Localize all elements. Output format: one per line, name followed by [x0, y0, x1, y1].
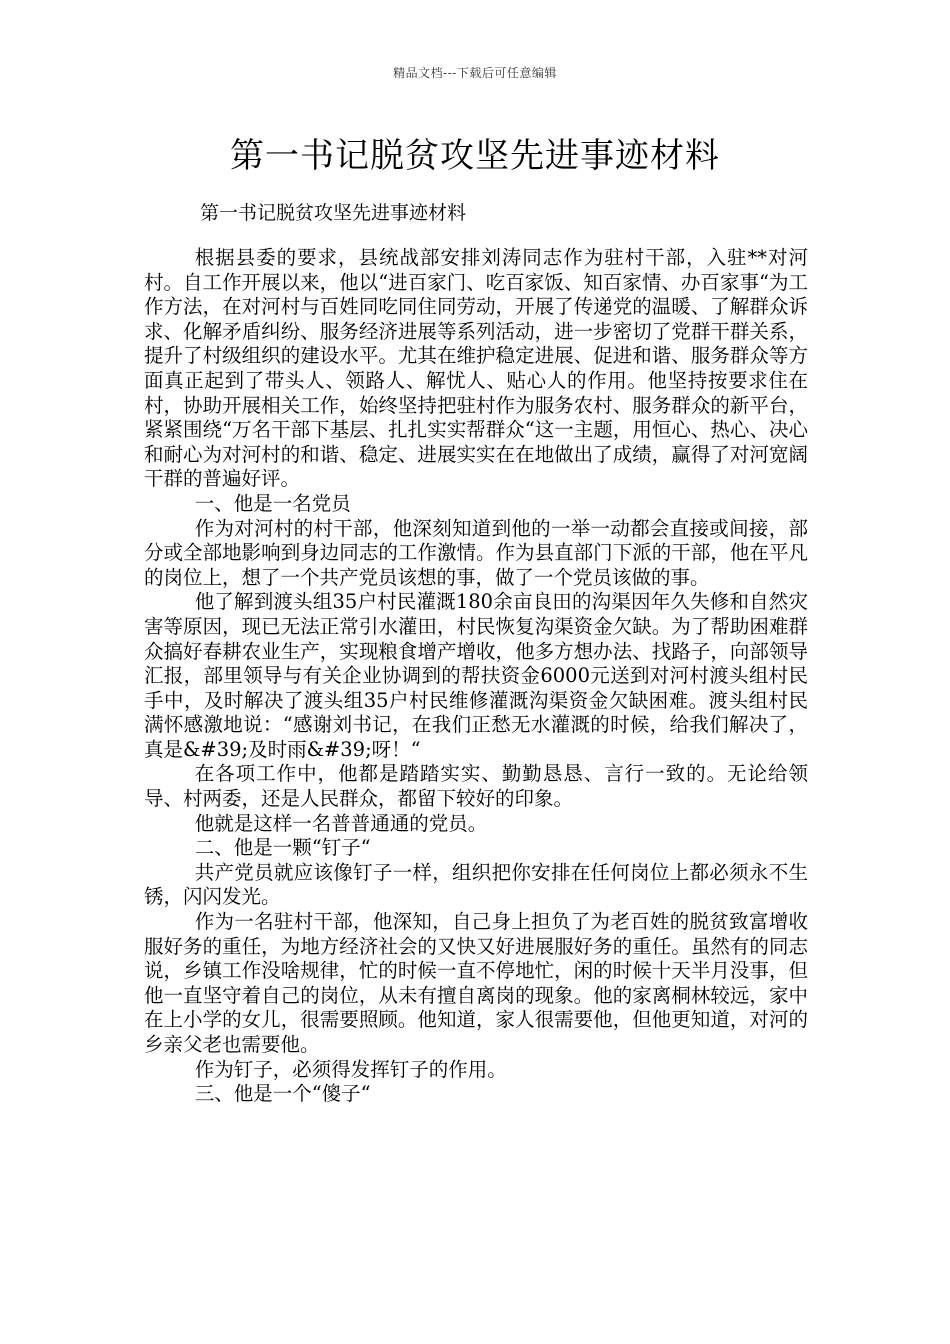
- document-body: [144, 246, 808, 1107]
- paragraph-intro: 根据县委的要求，县统战部安排刘涛同志作为驻村干部，入驻**对河村。自工作开展以来，他以“进百家门、吃百家饭、知百家情、办百家事“为工作方法，在对河村与百姓同吃同住同劳动，开展了传递党的温暖、了解群众诉求、化解矛盾纠纷、服务经济进展等系列活动，进一步密切了党群干群关系，提升了村级组织的建设水平。尤其在维护稳定进展、促进和谐、服务群众等方面真正起到了带头人、领路人、解忧人、贴心人的作用。他坚持按要求住在村，协助开展相关工作，始终坚持把驻村作为服务农村、服务群众的新平台，紧紧围绕“万名干部下基层、扎扎实实帮群众“这一主题，用恒心、热心、决心和耐心为对河村的和谐、稳定、进展实实在在地做出了成绩，赢得了对河宽阔干群的普遍好评。: [144, 246, 808, 491]
- paragraph: 他就是这样一名普普通通的党员。: [194, 811, 488, 835]
- section-heading-3: 三、他是一个“傻子“: [194, 1082, 371, 1106]
- paragraph: 作为一名驻村干部，他深知，自己身上担负了为老百姓的脱贫致富增收服好务的重任，为地方经济社会的又快又好进展服好务的重任。虽然有的同志说，乡镇工作没啥规律，忙的时候一直不停地忙，闲的时候十天半月没事，但他一直坚守着自己的岗位，从未有擅自离岗的现象。他的家离桐林较远，家中在上小学的女儿，很需要照顾。他知道，家人很需要他，但他更知道，对河的乡亲父老也需要他。: [144, 910, 808, 1056]
- section-heading-2: 二、他是一颗“钉子“: [194, 836, 371, 860]
- paragraph: 他了解到渡头组35户村民灌溉180余亩良田的沟渠因年久失修和自然灾害等原因，现已无法正常引水灌田，村民恢复沟渠资金欠缺。为了帮助困难群众搞好春耕农业生产，实现粮食增产增收，他多方想办法、找路子，向部领导汇报，部里领导与有关企业协调到的帮扶资金6000元送到对河村渡头组村民手中，及时解决了渡头组35户村民维修灌溉沟渠资金欠缺困难。渡头组村民满怀感激地说：“感谢刘书记，在我们正愁无水灌溉的时候，给我们解决了，真是&#39;及时雨&#39;呀！“: [144, 590, 808, 761]
- document-subtitle: 第一书记脱贫攻坚先进事迹材料: [200, 202, 467, 224]
- paragraph: 在各项工作中，他都是踏踏实实、勤勤恳恳、言行一致的。无论给领导、村两委，还是人民群众，都留下较好的印象。: [144, 762, 808, 811]
- paragraph: 共产党员就应该像钉子一样，组织把你安排在任何岗位上都必须永不生锈，闪闪发光。: [144, 860, 808, 909]
- paragraph: 作为钉子，必须得发挥钉子的作用。: [194, 1057, 507, 1081]
- header-note: 精品文档---下载后可任意编辑: [393, 66, 557, 80]
- document-title: 第一书记脱贫攻坚先进事迹材料: [230, 136, 720, 176]
- section-heading-1: 一、他是一名党员: [194, 491, 351, 515]
- paragraph: 作为对河村的村干部，他深刻知道到他的一举一动都会直接或间接，部分或全部地影响到身边同志的工作激情。作为县直部门下派的干部，他在平凡的岗位上，想了一个共产党员该想的事，做了一个党员该做的事。: [144, 516, 808, 589]
